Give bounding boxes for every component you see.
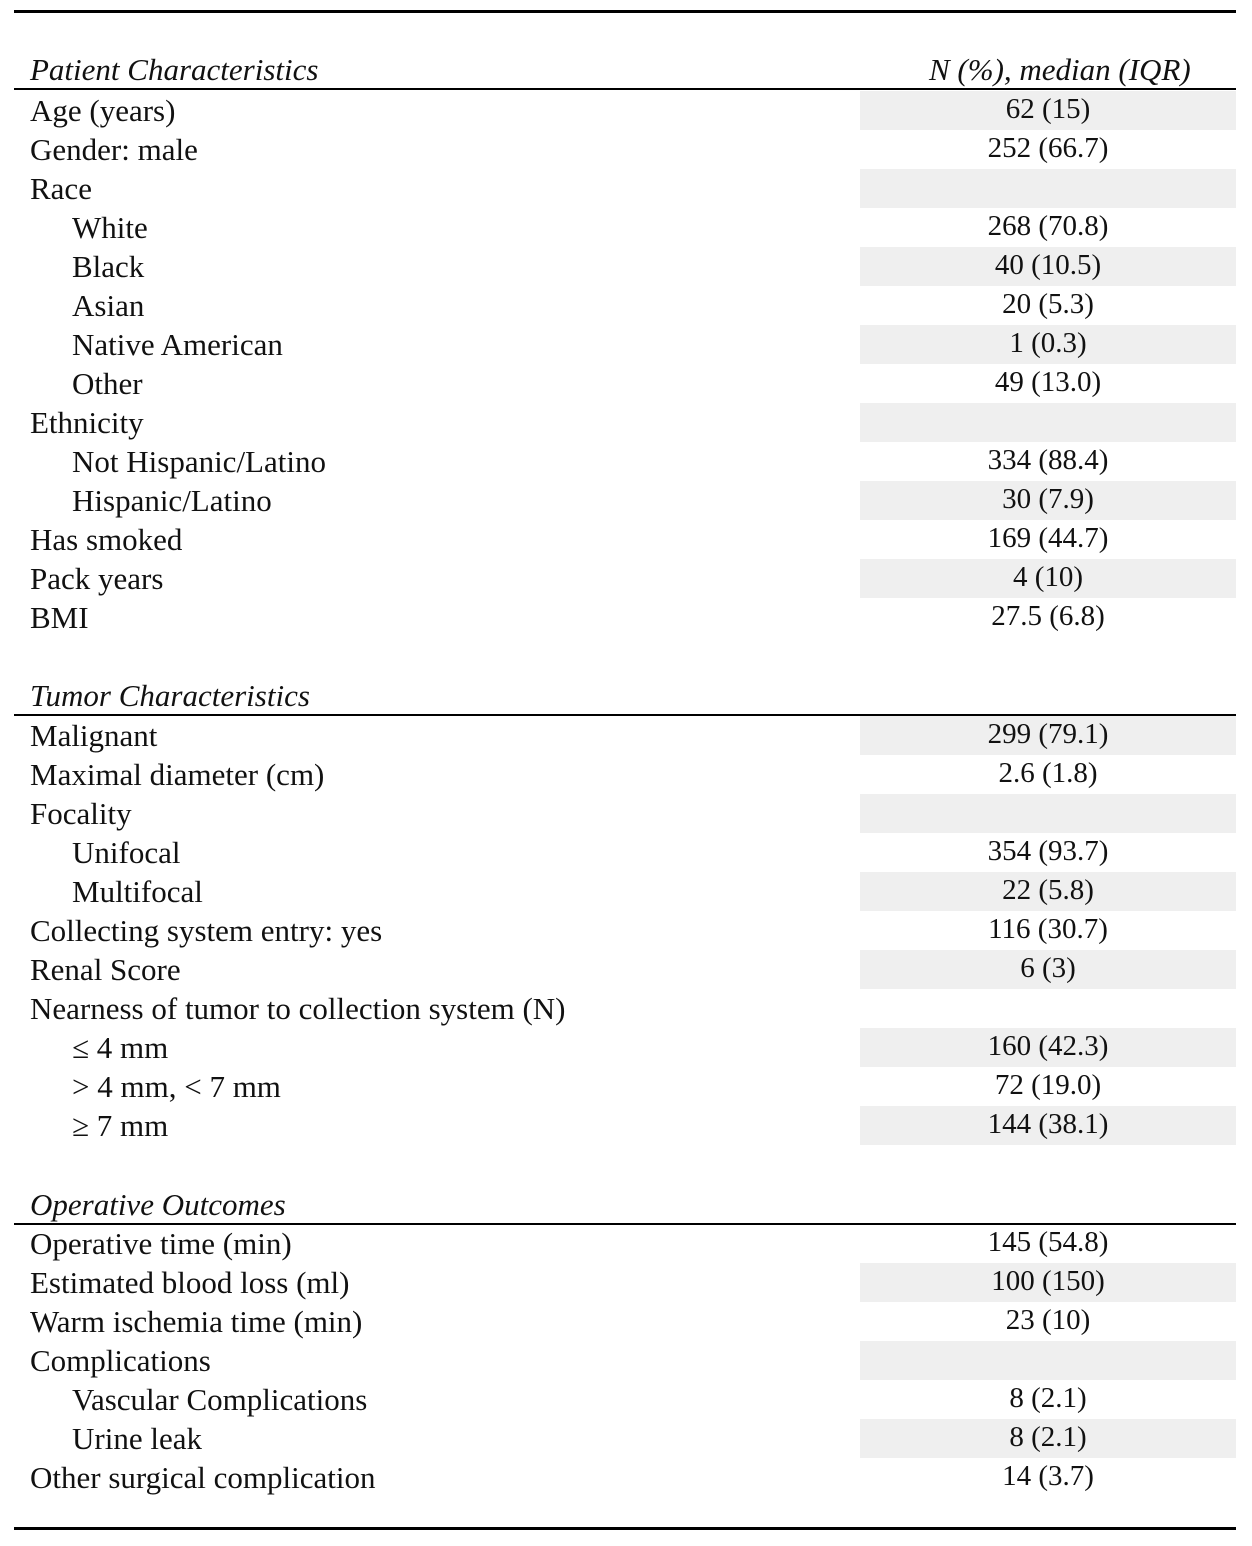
row-label: Focality — [30, 796, 132, 831]
table-row — [0, 481, 1252, 520]
row-label: Maximal diameter (cm) — [30, 757, 325, 792]
table-row — [0, 559, 1252, 598]
table-row — [0, 1028, 1252, 1067]
row-label: > 4 mm, < 7 mm — [72, 1069, 281, 1104]
table-row — [0, 1302, 1252, 1341]
table-row — [0, 872, 1252, 911]
table-row — [0, 1263, 1252, 1302]
row-label: Urine leak — [72, 1421, 202, 1456]
table-row — [0, 794, 1252, 833]
row-label: ≥ 7 mm — [72, 1108, 169, 1143]
row-value: 145 (54.8) — [987, 1226, 1109, 1258]
table-row — [0, 208, 1252, 247]
row-label: Ethnicity — [30, 405, 144, 440]
table-row — [0, 911, 1252, 950]
table-row — [0, 403, 1252, 442]
row-label: Malignant — [30, 718, 158, 753]
table-row — [0, 755, 1252, 794]
row-value: 2.6 (1.8) — [998, 757, 1098, 789]
row-value — [860, 169, 1236, 208]
row-value: 6 (3) — [860, 950, 1236, 989]
table-bottom-rule — [14, 1527, 1236, 1530]
table-row — [0, 1067, 1252, 1106]
section-title-tumor: Tumor Characteristics — [30, 678, 310, 713]
row-label: Has smoked — [30, 522, 183, 557]
table-top-rule — [14, 10, 1236, 13]
row-label: Warm ischemia time (min) — [30, 1304, 363, 1339]
table-row — [0, 169, 1252, 208]
row-value: 354 (93.7) — [987, 835, 1109, 867]
row-label: Multifocal — [72, 874, 203, 909]
column-header-statistic: N (%), median (IQR) — [929, 52, 1191, 87]
row-label: Complications — [30, 1343, 211, 1378]
row-value: 268 (70.8) — [987, 210, 1109, 242]
table-row — [0, 91, 1252, 130]
row-label: Hispanic/Latino — [72, 483, 272, 518]
row-value — [860, 1341, 1236, 1380]
section-title-operative: Operative Outcomes — [30, 1187, 286, 1222]
row-value: 27.5 (6.8) — [991, 600, 1105, 632]
row-label: Renal Score — [30, 952, 181, 987]
row-value: 299 (79.1) — [860, 716, 1236, 755]
row-value: 252 (66.7) — [987, 132, 1109, 164]
table-row — [0, 1224, 1252, 1263]
table-row — [0, 1380, 1252, 1419]
table-row — [0, 598, 1252, 637]
row-label: Native American — [72, 327, 283, 362]
row-label: Age (years) — [30, 93, 176, 128]
row-value: 334 (88.4) — [987, 444, 1109, 476]
row-value: 100 (150) — [860, 1263, 1236, 1302]
row-label: White — [72, 210, 148, 245]
table-row — [0, 1458, 1252, 1497]
table-row — [0, 950, 1252, 989]
row-label: Gender: male — [30, 132, 198, 167]
row-value: 40 (10.5) — [860, 247, 1236, 286]
row-value: 4 (10) — [860, 559, 1236, 598]
table-row — [0, 989, 1252, 1028]
row-label: Black — [72, 249, 145, 284]
table-row — [0, 442, 1252, 481]
row-value: 144 (38.1) — [860, 1106, 1236, 1145]
row-value: 49 (13.0) — [994, 366, 1102, 398]
row-label: Nearness of tumor to collection system (N) — [30, 991, 566, 1026]
row-value: 20 (5.3) — [1002, 288, 1094, 320]
table-row — [0, 520, 1252, 559]
row-label: Other — [72, 366, 143, 401]
table-row — [0, 833, 1252, 872]
row-label: ≤ 4 mm — [72, 1030, 169, 1065]
row-value — [860, 403, 1236, 442]
row-label: Collecting system entry: yes — [30, 913, 383, 948]
row-value: 1 (0.3) — [860, 325, 1236, 364]
table-row — [0, 325, 1252, 364]
row-value: 30 (7.9) — [860, 481, 1236, 520]
row-label: BMI — [30, 600, 89, 635]
row-value: 22 (5.8) — [860, 872, 1236, 911]
row-label: Operative time (min) — [30, 1226, 292, 1261]
row-label: Pack years — [30, 561, 164, 596]
table-row — [0, 130, 1252, 169]
row-value: 8 (2.1) — [860, 1419, 1236, 1458]
column-header-characteristics: Patient Characteristics — [30, 52, 319, 87]
row-label: Estimated blood loss (ml) — [30, 1265, 350, 1300]
row-label: Vascular Complications — [72, 1382, 368, 1417]
row-value: 14 (3.7) — [1002, 1460, 1094, 1492]
row-value — [860, 794, 1236, 833]
row-value: 169 (44.7) — [987, 522, 1109, 554]
table-row — [0, 364, 1252, 403]
row-value: 8 (2.1) — [1009, 1382, 1087, 1414]
row-label: Not Hispanic/Latino — [72, 444, 326, 479]
row-label: Race — [30, 171, 92, 206]
row-label: Unifocal — [72, 835, 181, 870]
row-value — [860, 989, 1236, 1028]
row-label: Asian — [72, 288, 145, 323]
row-value: 160 (42.3) — [860, 1028, 1236, 1067]
row-value: 23 (10) — [1005, 1304, 1091, 1336]
table-row — [0, 247, 1252, 286]
table-row — [0, 1341, 1252, 1380]
table-row — [0, 286, 1252, 325]
row-label: Other surgical complication — [30, 1460, 376, 1495]
table-row — [0, 716, 1252, 755]
table-row — [0, 1106, 1252, 1145]
row-value: 116 (30.7) — [988, 913, 1108, 945]
row-value: 72 (19.0) — [994, 1069, 1102, 1101]
row-value: 62 (15) — [860, 91, 1236, 130]
header-rule — [14, 88, 1236, 90]
table-row — [0, 1419, 1252, 1458]
